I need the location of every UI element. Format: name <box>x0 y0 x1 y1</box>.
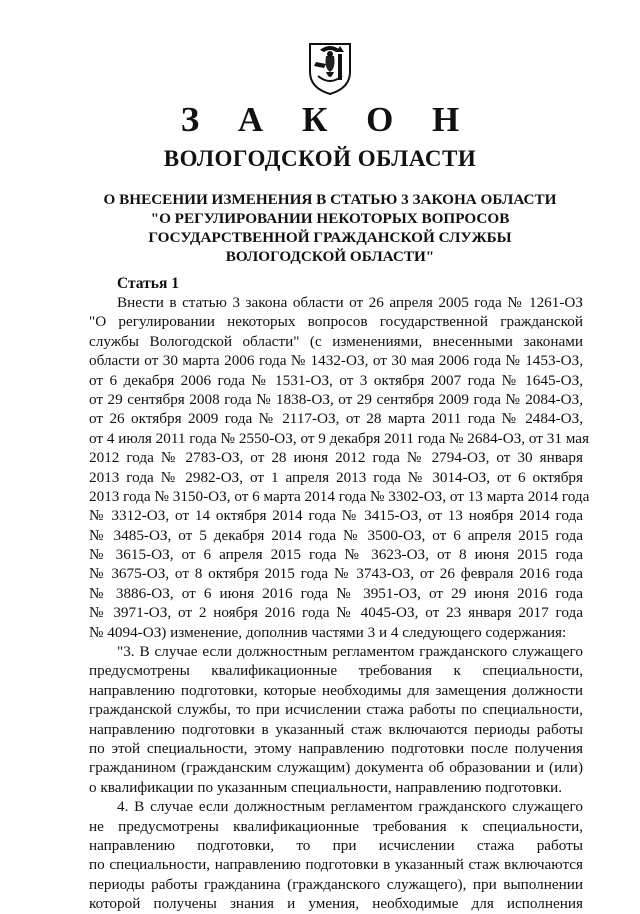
paragraph-line: области от 30 марта 2006 года № 1432-ОЗ, от 30 мая 2006 года № 1453-ОЗ, <box>89 352 583 370</box>
paragraph-line: не предусмотрены квалификационные требования к специальности, <box>89 817 583 835</box>
region-title: ВОЛОГОДСКОЙ ОБЛАСТИ <box>163 146 477 171</box>
article-paragraph <box>89 797 583 913</box>
paragraph-line: от 4 июля 2011 года № 2550-ОЗ, от 9 декабря 2011 года № 2684-ОЗ, от 31 мая <box>89 429 589 447</box>
document-type-title: З А К О Н <box>180 100 475 139</box>
article-paragraph <box>89 642 583 797</box>
paragraph-line: 4. В случае если должностным регламентом гражданского служащего <box>117 798 583 816</box>
subtitle-line: "О РЕГУЛИРОВАНИИ НЕКОТОРЫХ ВОПРОСОВ <box>150 210 510 227</box>
paragraph-line: от 26 октября 2009 года № 2117-ОЗ, от 28 марта 2011 года № 2484-ОЗ, <box>89 410 583 428</box>
paragraph-line: по специальности, направлению подготовки в указанный стаж включаются <box>89 856 583 874</box>
paragraph-line: № 3615-ОЗ, от 6 апреля 2015 года № 3623-ОЗ, от 8 июня 2015 года <box>89 546 583 564</box>
paragraph-line: № 3485-ОЗ, от 5 декабря 2014 года № 3500-ОЗ, от 6 апреля 2015 года <box>89 526 583 544</box>
paragraph-line: направлению подготовки, то при исчислении стажа работы <box>89 836 583 854</box>
paragraph-line: № 3886-ОЗ, от 6 июня 2016 года № 3951-ОЗ, от 29 июня 2016 года <box>89 584 583 602</box>
paragraph-line: которой получены знания и умения, необходимые для исполнения <box>89 895 583 913</box>
paragraph-line: № 3675-ОЗ, от 8 октября 2015 года № 3743-ОЗ, от 26 февраля 2016 года <box>89 565 583 583</box>
paragraph-line: предусмотрены квалификационные требования к специальности, <box>89 662 583 680</box>
paragraph-line: периоды работы гражданина (гражданского служащего), при выполнении <box>89 875 583 893</box>
paragraph-line: службы Вологодской области" (с изменениями, внесенными законами <box>89 332 583 350</box>
law-subtitle <box>80 190 580 266</box>
article-body <box>89 293 590 914</box>
article-paragraph <box>89 293 590 642</box>
paragraph-line: гражданином (гражданским служащим) документа об образовании и (или) <box>89 759 583 777</box>
subtitle-line: ВОЛОГОДСКОЙ ОБЛАСТИ" <box>225 248 435 265</box>
paragraph-line: о квалификации по указанным специальности, направлению подготовки. <box>89 778 562 796</box>
paragraph-line: "3. В случае если должностным регламентом гражданского служащего <box>117 643 583 661</box>
subtitle-line: О ВНЕСЕНИИ ИЗМЕНЕНИЯ В СТАТЬЮ 3 ЗАКОНА ОБЛАСТИ <box>103 191 557 208</box>
paragraph-line: направлению подготовки в указанный стаж включаются периоды работы <box>89 720 583 738</box>
paragraph-line: направлению подготовки, которые необходимы для замещения должности <box>89 681 583 699</box>
paragraph-line: "О регулировании некоторых вопросов государственной гражданской <box>89 313 583 331</box>
vologda-coat-of-arms-icon <box>306 38 354 96</box>
paragraph-line: от 6 декабря 2006 года № 1531-ОЗ, от 3 октября 2007 года № 1645-ОЗ, <box>89 371 583 389</box>
article-heading: Статья 1 <box>117 275 179 292</box>
paragraph-line: 2012 года № 2783-ОЗ, от 28 июня 2012 года № 2794-ОЗ, от 30 января <box>89 449 583 467</box>
paragraph-line: 2013 года № 2982-ОЗ, от 1 апреля 2013 года № 3014-ОЗ, от 6 октября <box>89 468 583 486</box>
paragraph-line: 2013 года № 3150-ОЗ, от 6 марта 2014 года № 3302-ОЗ, от 13 марта 2014 года <box>89 487 590 505</box>
paragraph-line: по этой специальности, этому направлению подготовки после получения <box>89 739 583 757</box>
paragraph-line: от 29 сентября 2008 года № 1838-ОЗ, от 29 сентября 2009 года № 2084-ОЗ, <box>89 390 583 408</box>
paragraph-line: № 3971-ОЗ, от 2 ноября 2016 года № 4045-ОЗ, от 23 января 2017 года <box>89 604 583 622</box>
paragraph-line: Внести в статью 3 закона области от 26 апреля 2005 года № 1261-ОЗ <box>117 294 583 311</box>
paragraph-line: № 3312-ОЗ, от 14 октября 2014 года № 3415-ОЗ, от 13 ноября 2014 года <box>89 507 583 525</box>
subtitle-line: ГОСУДАРСТВЕННОЙ ГРАЖДАНСКОЙ СЛУЖБЫ <box>148 229 512 246</box>
paragraph-line: гражданской службы, то при исчислении стажа работы по специальности, <box>89 701 583 719</box>
paragraph-line: № 4094-ОЗ) изменение, дополнив частями 3 и 4 следующего содержания: <box>89 623 567 641</box>
